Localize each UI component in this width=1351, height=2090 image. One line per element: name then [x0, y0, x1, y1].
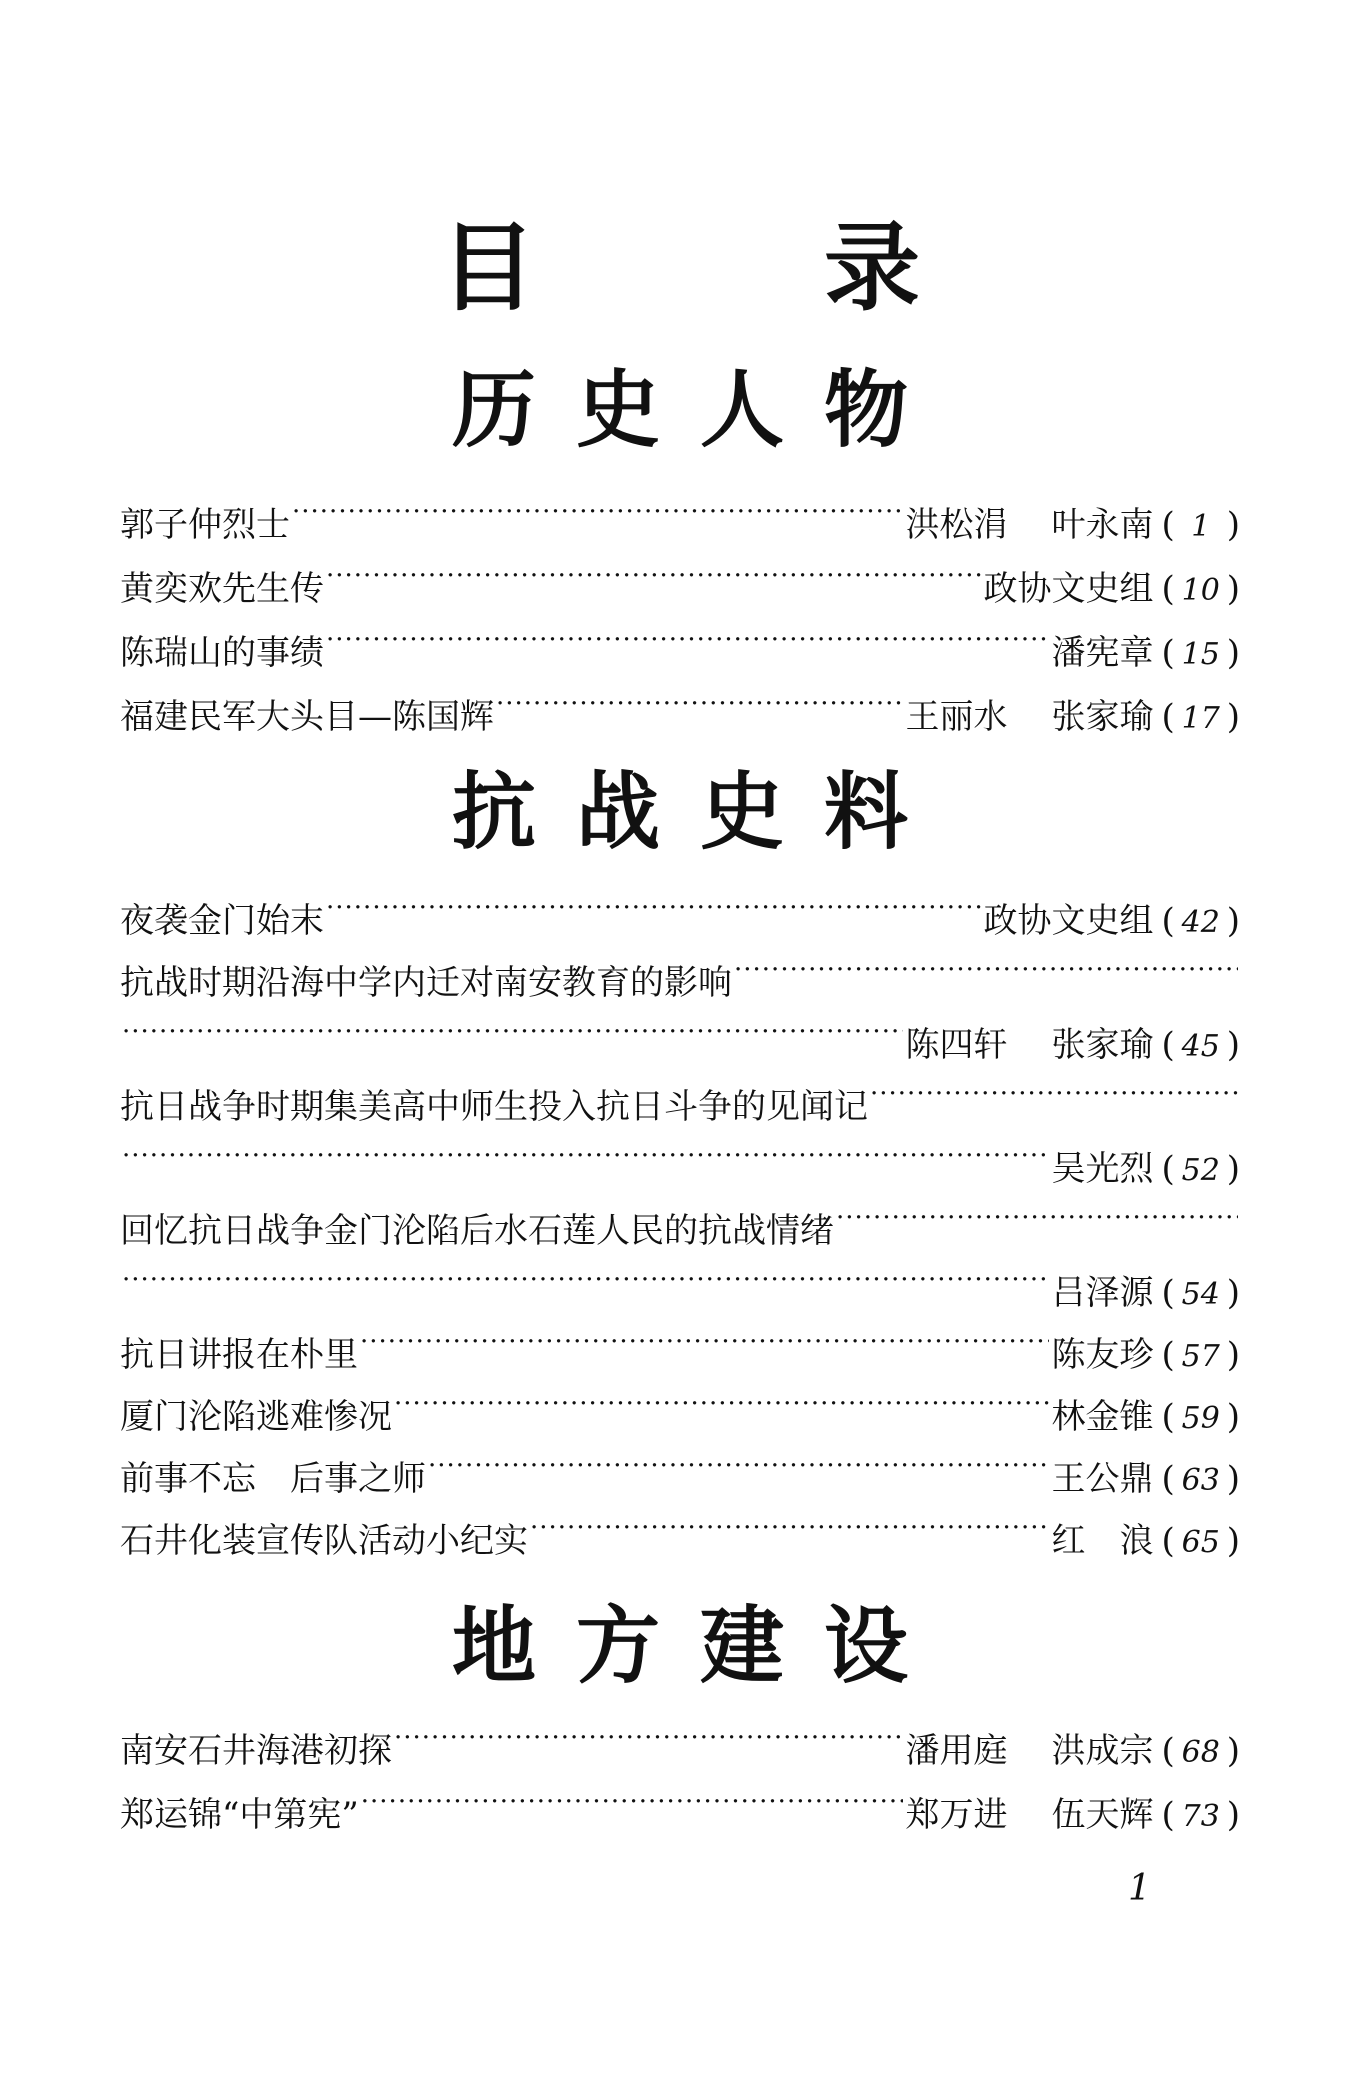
entry-author: 政协文史组: [983, 569, 1154, 609]
toc-entry-line1[interactable]: [120, 1194, 1240, 1251]
toc-entry[interactable]: [120, 1318, 1240, 1375]
toc-entry-line2[interactable]: [120, 1256, 1240, 1313]
section-heading-char: 设: [823, 1596, 908, 1695]
leader-dots: [122, 1008, 903, 1056]
entry-title: 福建民军大头目—陈国辉: [120, 697, 494, 737]
entry-title: 郑运锦“中第宪”: [120, 1795, 359, 1835]
leader-dots: [292, 488, 903, 536]
section-heading-char: 物: [823, 360, 908, 459]
toc-entry-line1[interactable]: [120, 1070, 1240, 1127]
toc-entry[interactable]: [120, 884, 1240, 941]
leader-dots: [361, 1778, 904, 1826]
leader-dots: [530, 1504, 1049, 1552]
toc-entry[interactable]: [120, 1442, 1240, 1499]
entry-page: ( 54 ): [1161, 1273, 1240, 1313]
entry-author: 张家瑜: [1051, 1025, 1154, 1065]
toc-entry[interactable]: [120, 1504, 1240, 1561]
section-heading-local-construction: [452, 1596, 908, 1695]
section-heading-char: 历: [452, 360, 537, 459]
entry-title: 厦门沦陷逃难惨况: [120, 1397, 392, 1437]
entry-author: 洪松涓: [905, 505, 1008, 545]
toc-entry-line1[interactable]: [120, 946, 1240, 1003]
entry-author: 陈友珍: [1051, 1335, 1154, 1375]
toc-entry[interactable]: [120, 680, 1240, 737]
entry-page: ( 59 ): [1161, 1397, 1240, 1437]
section-heading-char: 方: [575, 1596, 660, 1695]
entry-page: ( 52 ): [1161, 1149, 1240, 1189]
entry-title: 陈瑞山的事绩: [120, 633, 324, 673]
entry-title: 郭子仲烈士: [120, 505, 290, 545]
entry-author: 洪成宗: [1051, 1731, 1154, 1771]
section-heading-char: 史: [699, 762, 784, 861]
entry-page: ( 73 ): [1161, 1795, 1240, 1835]
entry-page: ( 65 ): [1161, 1521, 1240, 1561]
leader-dots: [326, 884, 981, 932]
section-heading-char: 料: [823, 762, 908, 861]
page-title: [440, 211, 920, 324]
leader-dots: [326, 616, 1049, 664]
entry-author: 王公鼎: [1051, 1459, 1154, 1499]
toc-entry[interactable]: [120, 1778, 1240, 1835]
section-heading-char: 史: [575, 360, 660, 459]
toc-entry-line2[interactable]: [120, 1132, 1240, 1189]
section-heading-war-history: [452, 762, 908, 861]
entry-author: 王丽水: [905, 697, 1008, 737]
leader-dots: [394, 1380, 1049, 1428]
toc-entry[interactable]: [120, 1380, 1240, 1437]
entry-page: ( 10 ): [1161, 569, 1240, 609]
entry-title: 黄奕欢先生传: [120, 569, 324, 609]
page-title-char: 录: [824, 211, 920, 324]
leader-dots: [394, 1714, 903, 1762]
entry-page: ( 42 ): [1161, 901, 1240, 941]
section-heading-char: 抗: [452, 762, 537, 861]
entry-title: 抗日战争时期集美高中师生投入抗日斗争的见闻记: [120, 1087, 868, 1127]
toc-entry[interactable]: [120, 1714, 1240, 1771]
leader-dots: [122, 1132, 1049, 1180]
leader-dots: [870, 1070, 1238, 1118]
section-heading-history-figures: [452, 360, 908, 459]
entry-author: 潘宪章: [1051, 633, 1154, 673]
entry-author: 政协文史组: [983, 901, 1154, 941]
leader-dots: [122, 1256, 1049, 1304]
entry-title: 前事不忘 后事之师: [120, 1459, 426, 1499]
section-heading-char: 地: [452, 1596, 537, 1695]
entry-page: ( 17 ): [1161, 697, 1240, 737]
leader-dots: [496, 680, 903, 728]
entry-page: ( 15 ): [1161, 633, 1240, 673]
entry-author: 潘用庭: [905, 1731, 1008, 1771]
entry-author: 吕泽源: [1051, 1273, 1154, 1313]
entry-author: 叶永南: [1051, 505, 1154, 545]
entry-title: 石井化装宣传队活动小纪实: [120, 1521, 528, 1561]
entry-author: 伍天辉: [1051, 1795, 1154, 1835]
section-heading-char: 人: [699, 360, 784, 459]
entry-page: ( 68 ): [1161, 1731, 1240, 1771]
leader-dots: [428, 1442, 1049, 1490]
entry-title: 回忆抗日战争金门沦陷后水石莲人民的抗战情绪: [120, 1211, 834, 1251]
entry-page: ( 63 ): [1161, 1459, 1240, 1499]
entry-title: 夜袭金门始末: [120, 901, 324, 941]
entry-author: 吴光烈: [1051, 1149, 1154, 1189]
entry-author: 林金锥: [1051, 1397, 1154, 1437]
entry-title: 抗战时期沿海中学内迁对南安教育的影响: [120, 963, 732, 1003]
section-heading-char: 战: [575, 762, 660, 861]
entry-author: 红 浪: [1051, 1521, 1154, 1561]
entry-title: 抗日讲报在朴里: [120, 1335, 358, 1375]
entry-author: 郑万进: [905, 1795, 1008, 1835]
leader-dots: [734, 946, 1238, 994]
leader-dots: [360, 1318, 1049, 1366]
toc-entry[interactable]: [120, 488, 1240, 545]
toc-entry[interactable]: [120, 616, 1240, 673]
leader-dots: [836, 1194, 1238, 1242]
entry-title: 南安石井海港初探: [120, 1731, 392, 1771]
entry-page: ( 1 ): [1161, 505, 1240, 545]
toc-entry-line2[interactable]: [120, 1008, 1240, 1065]
page-title-char: 目: [440, 211, 536, 324]
section-heading-char: 建: [699, 1596, 784, 1695]
toc-entry[interactable]: [120, 552, 1240, 609]
entry-author: 陈四轩: [905, 1025, 1008, 1065]
leader-dots: [326, 552, 981, 600]
entry-page: ( 57 ): [1161, 1335, 1240, 1375]
entry-page: ( 45 ): [1161, 1025, 1240, 1065]
page-number: 1: [1128, 1868, 1151, 1909]
entry-author: 张家瑜: [1051, 697, 1154, 737]
